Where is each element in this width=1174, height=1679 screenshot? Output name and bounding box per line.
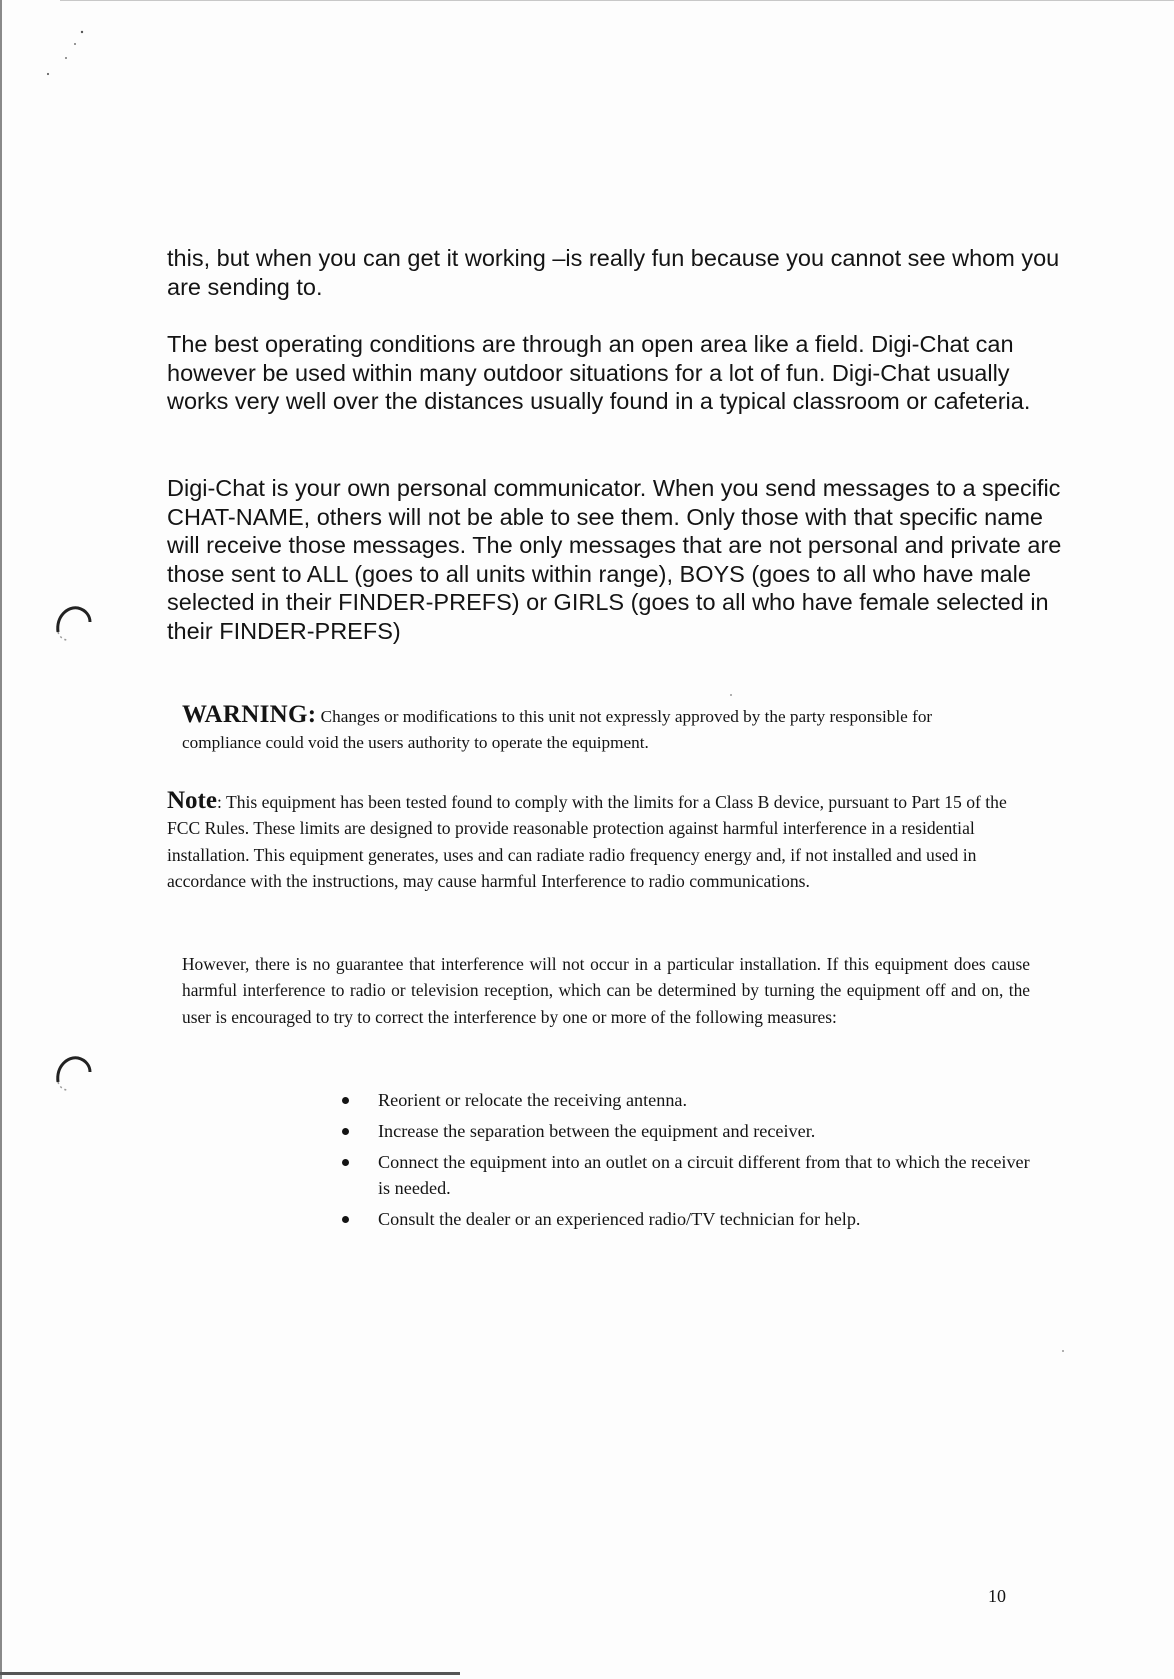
bullet-icon [342, 1216, 349, 1223]
note-label: Note [167, 787, 217, 814]
body-paragraph-continuation: this, but when you can get it working –is really fun because you cannot see whom you are sending to. [167, 245, 1060, 300]
list-item-text: Reorient or relocate the receiving antenna. [378, 1090, 688, 1110]
page-number: 10 [988, 1586, 1006, 1606]
body-paragraph-personal-communicator: Digi-Chat is your own personal communicator. When you send messages to a specific CHAT-NAME, others will not be able to see them. Only those with that specific name will receive those messages. The only messages that are not personal and private are those sent to ALL (goes to all units within range), BOYS (goes to all who have male selected in their FINDER-PREFS) or GIRLS (goes to all who have female selected in their FINDER-PREFS) [167, 475, 1062, 644]
list-item-text: Connect the equipment into an outlet on a circuit different from that to which the receiver is needed. [378, 1152, 1030, 1198]
punch-hole-icon [52, 1052, 94, 1094]
list-item [332, 1118, 1032, 1144]
scan-artifact [730, 694, 732, 696]
body-paragraph-operating-conditions: The best operating conditions are through an open area like a field. Digi-Chat can however be used within many outdoor situations for a lot of fun. Digi-Chat usually works very well over the distances usually found in a typical classroom or cafeteria. [167, 331, 1031, 415]
scan-artifact [1062, 1350, 1064, 1352]
bullet-icon [342, 1159, 349, 1166]
scan-speck-marks [40, 20, 100, 90]
note-text: : This equipment has been tested found to comply with the limits for a Class B device, pursuant to Part 15 of the FCC Rules. These limits are designed to provide reasonable protection against harmful interference in a residential installation. This equipment generates, uses and can radiate radio frequency energy and, if not installed and used in accordance with the instructions, may cause harmful Interference to radio communications. [167, 792, 1007, 892]
interference-paragraph: However, there is no guarantee that interference will not occur in a particular installation. If this equipment does cause harmful interference to radio or television reception, which can be determined by turning the equipment off and on, the user is encouraged to try to correct the interference by one or more of the following measures: [182, 954, 1030, 1027]
fcc-note [167, 788, 1027, 895]
measures-list [332, 1087, 1032, 1237]
list-item-text: Increase the separation between the equipment and receiver. [378, 1121, 816, 1141]
list-item-text: Consult the dealer or an experienced radio/TV technician for help. [378, 1209, 861, 1229]
bullet-icon [342, 1128, 349, 1135]
page-left-edge [0, 0, 2, 1679]
list-item [332, 1206, 1032, 1232]
warning-label: WARNING: [182, 701, 317, 728]
list-item [332, 1149, 1032, 1201]
warning-text: Changes or modifications to this unit not expressly approved by the party responsible for compliance could void the users authority to operate the equipment. [182, 707, 933, 752]
warning-notice [182, 702, 1012, 756]
list-item [332, 1087, 1032, 1113]
page-top-edge [60, 0, 1174, 1]
punch-hole-icon [52, 602, 94, 644]
page-bottom-rule [0, 1672, 460, 1675]
bullet-icon [342, 1097, 349, 1104]
